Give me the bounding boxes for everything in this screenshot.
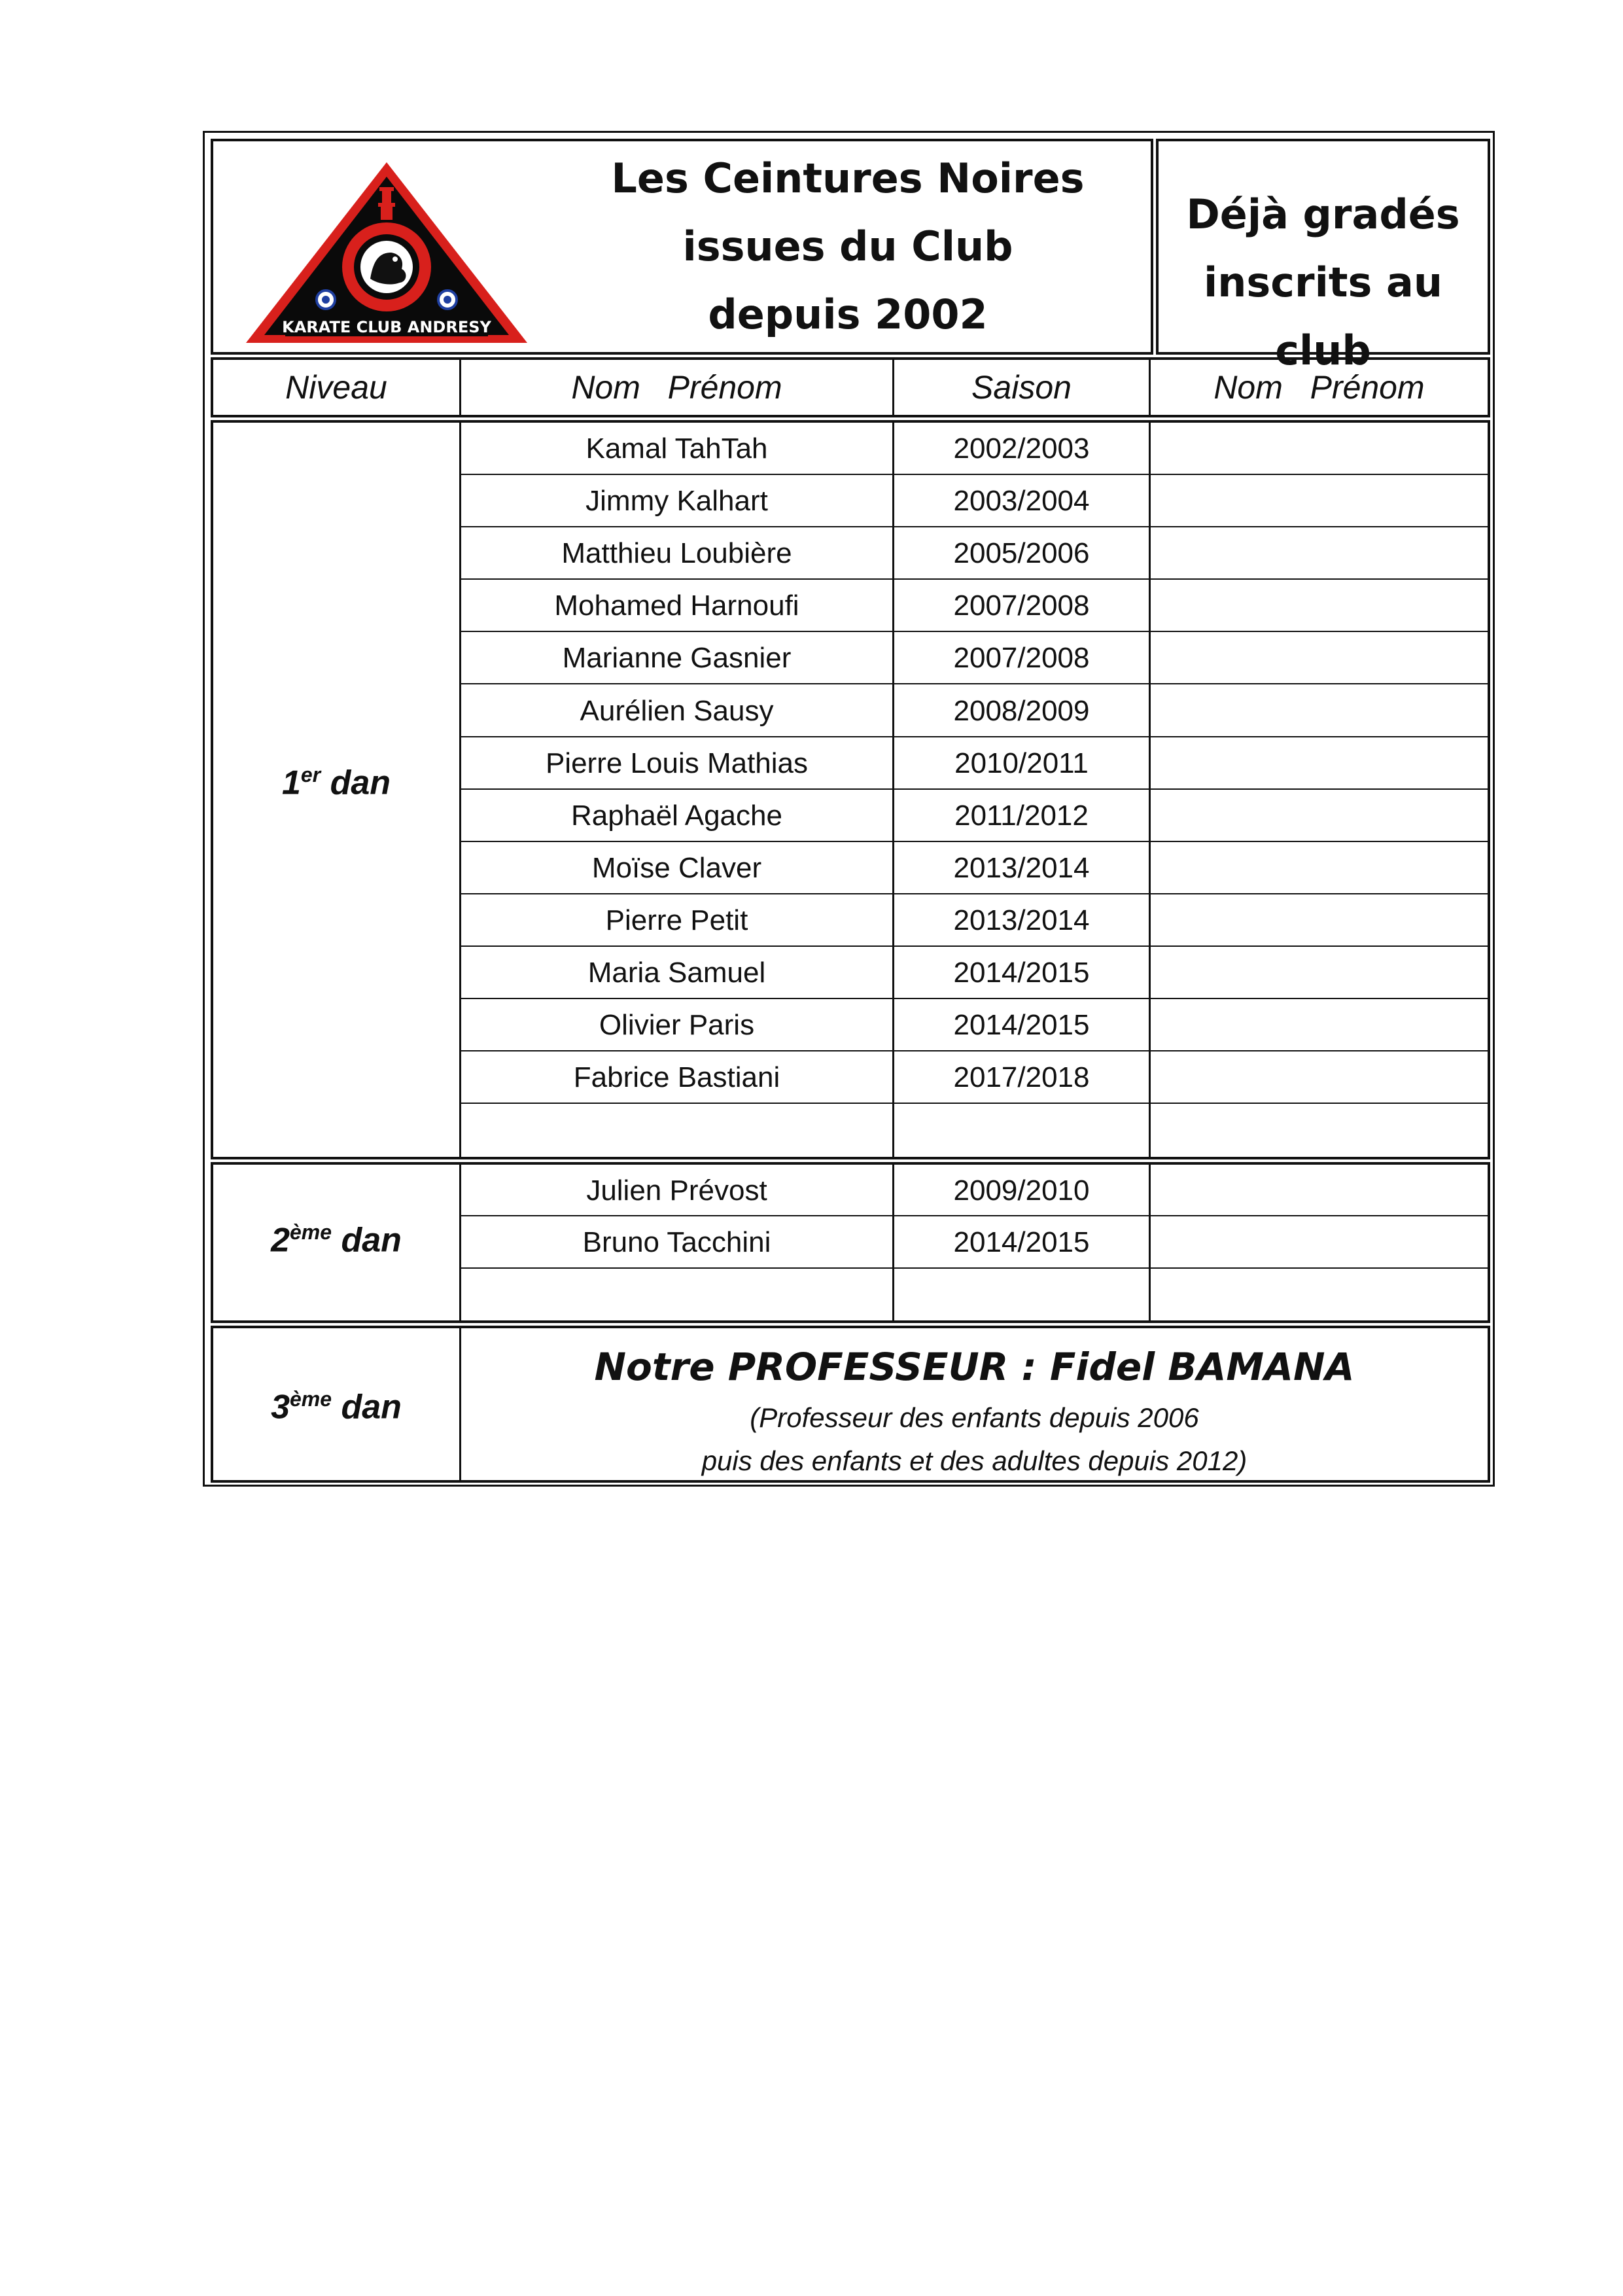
existing-member-cell — [1151, 423, 1488, 475]
member-season: 2011/2012 — [954, 799, 1089, 832]
member-name: Fabrice Bastiani — [573, 1061, 780, 1094]
title-line-3: depuis 2002 — [708, 291, 988, 338]
table-row — [213, 790, 1488, 842]
member-season: 2008/2009 — [953, 694, 1090, 727]
member-name: Jimmy Kalhart — [585, 485, 768, 518]
member-season: 2009/2010 — [953, 1174, 1090, 1207]
existing-member-cell — [1151, 894, 1488, 947]
level-label-1: 1er dan — [281, 763, 391, 802]
title-line-1: Les Ceintures Noires — [611, 154, 1085, 202]
column-header-level: Niveau — [285, 369, 387, 406]
member-name: Kamal TahTah — [585, 433, 768, 465]
existing-member-cell — [1151, 790, 1488, 842]
member-name: Maria Samuel — [587, 957, 766, 989]
table-row — [213, 894, 1488, 947]
table-row — [213, 527, 1488, 580]
table-row — [213, 842, 1488, 894]
club-logo — [239, 154, 534, 351]
level-block-2 — [211, 1162, 1490, 1323]
table-row — [213, 737, 1488, 790]
existing-member-cell — [1151, 1051, 1488, 1104]
level-label-3: 3ème dan — [271, 1387, 402, 1426]
table-row — [213, 632, 1488, 684]
existing-member-cell — [1151, 475, 1488, 527]
member-name: Aurélien Sausy — [580, 694, 774, 727]
professor-detail-2: puis des enfants et des adultes depuis 2012) — [701, 1445, 1248, 1476]
member-name: Matthieu Loubière — [561, 537, 792, 570]
existing-member-cell — [1151, 1216, 1488, 1268]
existing-member-cell — [1151, 842, 1488, 894]
existing-member-cell — [1151, 685, 1488, 737]
member-season: 2003/2004 — [953, 485, 1090, 518]
member-season: 2002/2003 — [953, 433, 1090, 465]
member-season: 2014/2015 — [953, 957, 1090, 989]
professor-name: Notre PROFESSEUR : Fidel BAMANA — [594, 1345, 1355, 1389]
member-season: 2013/2014 — [953, 904, 1090, 936]
table-row — [213, 1216, 1488, 1268]
member-season: 2017/2018 — [953, 1061, 1090, 1094]
existing-member-cell — [1151, 999, 1488, 1051]
member-season: 2007/2008 — [953, 590, 1090, 622]
member-season: 2014/2015 — [953, 1009, 1090, 1042]
professor-note — [461, 1337, 1488, 1483]
side-title-line-2: inscrits au club — [1204, 258, 1442, 374]
table-row — [213, 580, 1488, 632]
column-header-row — [211, 357, 1490, 417]
table-row — [213, 475, 1488, 527]
existing-member-cell — [1151, 527, 1488, 580]
column-header-name: Nom Prénom — [571, 369, 782, 406]
column-header-season: Saison — [971, 369, 1072, 406]
existing-member-cell — [1151, 632, 1488, 684]
professor-detail-1: (Professeur des enfants depuis 2006 — [750, 1402, 1199, 1433]
header-box — [211, 139, 1153, 355]
level-block-3 — [211, 1326, 1490, 1483]
table-row — [213, 947, 1488, 999]
member-name: Julien Prévost — [586, 1174, 767, 1207]
side-header-box — [1156, 139, 1490, 374]
table-row — [213, 999, 1488, 1051]
member-name: Pierre Louis Mathias — [545, 747, 809, 779]
member-name: Raphaël Agache — [571, 799, 782, 832]
table-row — [213, 1165, 1488, 1216]
member-season: 2007/2008 — [953, 642, 1090, 675]
table-row — [213, 1051, 1488, 1104]
existing-member-cell — [1151, 947, 1488, 999]
member-name: Moïse Claver — [591, 851, 762, 884]
main-title — [606, 145, 1090, 349]
table-row — [213, 423, 1488, 475]
level-block-1 — [211, 420, 1490, 1159]
column-header-existing-name: Nom Prénom — [1213, 369, 1425, 406]
member-name: Olivier Paris — [599, 1009, 755, 1042]
existing-member-cell — [1151, 1104, 1488, 1156]
existing-member-cell — [1151, 580, 1488, 632]
logo-text: KARATE CLUB ANDRESY — [282, 318, 491, 336]
side-title — [1159, 181, 1488, 385]
member-name: Pierre Petit — [605, 904, 748, 936]
member-season: 2014/2015 — [953, 1226, 1090, 1259]
existing-member-cell — [1151, 1165, 1488, 1216]
table-row — [213, 685, 1488, 737]
table-row — [213, 1269, 1488, 1320]
side-title-line-1: Déjà gradés — [1186, 190, 1460, 238]
member-name: Bruno Tacchini — [582, 1226, 771, 1259]
table-row — [213, 1104, 1488, 1156]
member-name: Marianne Gasnier — [562, 642, 792, 675]
member-season: 2013/2014 — [953, 851, 1090, 884]
member-season: 2010/2011 — [954, 747, 1089, 779]
member-season: 2005/2006 — [953, 537, 1090, 570]
level-label-2: 2ème dan — [271, 1220, 402, 1260]
existing-member-cell — [1151, 1269, 1488, 1320]
black-belts-table — [203, 131, 1495, 1487]
existing-member-cell — [1151, 737, 1488, 790]
title-line-2: issues du Club — [682, 222, 1013, 270]
member-name: Mohamed Harnoufi — [554, 590, 799, 622]
